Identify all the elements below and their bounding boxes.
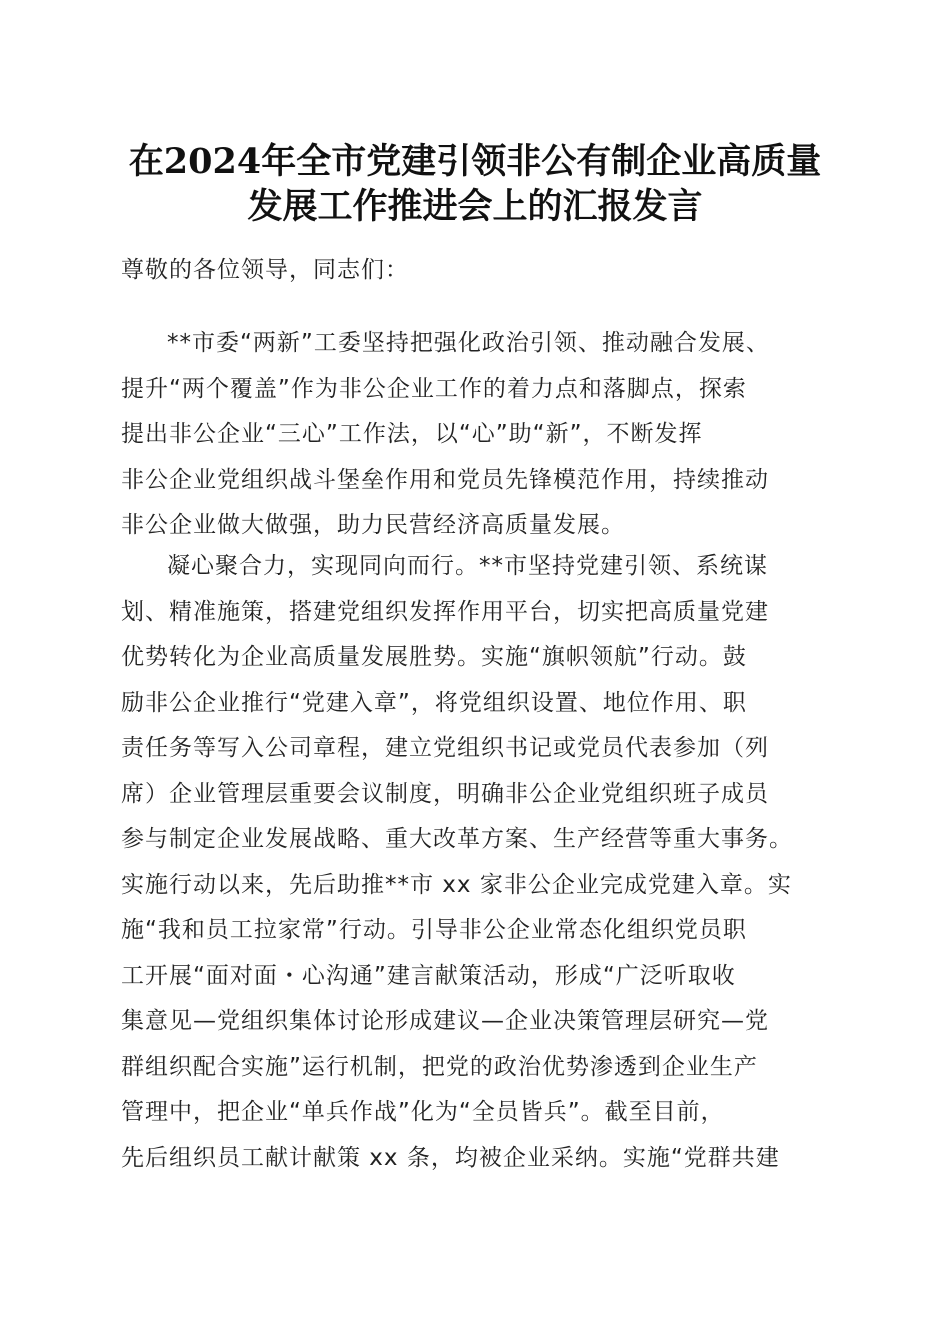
greeting-text: 尊敬的各位领导，同志们： [121, 257, 409, 283]
paragraph-line: 非公企业做大做强，助力民营经济高质量发展。 [121, 512, 625, 538]
paragraph-line: 集意见—党组织集体讨论形成建议—企业决策管理层研究—党 [121, 1008, 769, 1034]
paragraph-line: 优势转化为企业高质量发展胜势。实施“旗帜领航”行动。鼓 [121, 644, 747, 670]
document-title-line-1: 在2024年全市党建引领非公有制企业高质量 [128, 141, 822, 182]
document-title-line-2: 发展工作推进会上的汇报发言 [247, 186, 703, 227]
paragraph-line: 凝心聚合力，实现同向而行。**市坚持党建引领、系统谋 [167, 553, 768, 579]
paragraph-line: 提出非公企业“三心”工作法，以“心”助“新”，不断发挥 [121, 421, 703, 447]
paragraph-line: **市委“两新”工委坚持把强化政治引领、推动融合发展、 [167, 330, 770, 356]
paragraph-line: 管理中，把企业“单兵作战”化为“全员皆兵”。截至目前， [121, 1099, 725, 1125]
paragraph-line: 工开展“面对面・心沟通”建言献策活动，形成“广泛听取收 [121, 962, 736, 989]
greeting [121, 248, 841, 294]
paragraph-1 [121, 321, 841, 549]
paragraph-line: 划、精准施策，搭建党组织发挥作用平台，切实把高质量党建 [121, 598, 769, 625]
paragraph-line: 群组织配合实施”运行机制，把党的政治优势渗透到企业生产 [121, 1053, 758, 1080]
paragraph-line: 提升“两个覆盖”作为非公企业工作的着力点和落脚点，探索 [121, 375, 747, 402]
paragraph-line: 施“我和员工拉家常”行动。引导非公企业常态化组织党员职 [121, 917, 747, 943]
paragraph-2 [121, 544, 841, 1181]
paragraph-line: 责任务等写入公司章程，建立党组织书记或党员代表参加（列 [121, 735, 769, 761]
paragraph-line: 非公企业党组织战斗堡垒作用和党员先锋模范作用，持续推动 [121, 466, 769, 493]
paragraph-line: 实施行动以来，先后助推**市 xx 家非公企业完成党建入章。实 [121, 871, 792, 898]
paragraph-line: 参与制定企业发展战略、重大改革方案、生产经营等重大事务。 [121, 826, 793, 852]
paragraph-line: 席）企业管理层重要会议制度，明确非公企业党组织班子成员 [121, 780, 769, 807]
paragraph-line: 励非公企业推行“党建入章”，将党组织设置、地位作用、职 [121, 689, 747, 716]
paragraph-line: 先后组织员工献计献策 xx 条，均被企业采纳。实施“党群共建 [121, 1144, 780, 1171]
